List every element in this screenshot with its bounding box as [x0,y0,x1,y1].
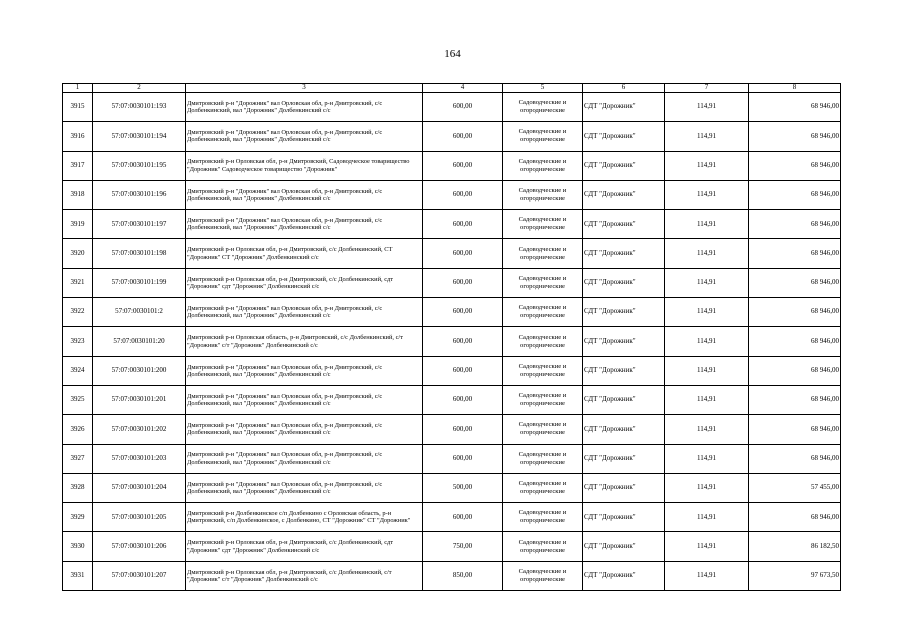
land-use-cell: Садоводческие и огороднические [503,210,583,239]
owner-cell: СДТ "Дорожник" [583,503,665,532]
owner-cell: СДТ "Дорожник" [583,561,665,590]
cadastral-number-cell: 57:07:0030101:198 [93,239,186,268]
table-row [63,356,841,385]
cadastral-value-cell: 68 946,00 [749,268,841,297]
table-row [63,122,841,151]
row-number-cell: 3929 [63,503,93,532]
address-cell: Дмитровский р-н "Дорожник" вал Орловская обл, р-н Дмитровский, с/с Долбенкинский, вал "Дорожник" Долбенкинский с/с [186,93,423,122]
rate-cell: 114,91 [665,298,749,327]
owner-cell: СДТ "Дорожник" [583,385,665,414]
cadastral-number-cell: 57:07:0030101:207 [93,561,186,590]
rate-cell: 114,91 [665,122,749,151]
row-number-cell: 3922 [63,298,93,327]
rate-cell: 114,91 [665,356,749,385]
rate-cell: 114,91 [665,473,749,502]
cadastral-number-cell: 57:07:0030101:200 [93,356,186,385]
row-number-cell: 3916 [63,122,93,151]
land-use-cell: Садоводческие и огороднические [503,385,583,414]
cadastral-number-cell: 57:07:0030101:205 [93,503,186,532]
rate-cell: 114,91 [665,561,749,590]
area-cell: 600,00 [423,356,503,385]
table-row [63,268,841,297]
address-cell: Дмитровский р-н "Дорожник" вал Орловская обл, р-н Дмитровский, с/с Долбенкинский, вал "Дорожник" Долбенкинский с/с [186,385,423,414]
area-cell: 600,00 [423,444,503,473]
area-cell: 750,00 [423,532,503,561]
table-header [63,84,841,93]
cadastral-number-cell: 57:07:0030101:193 [93,93,186,122]
address-cell: Дмитровский р-н "Дорожник" вал Орловская обл, р-н Дмитровский, с/с Долбенкинский, вал "Дорожник" Долбенкинский с/с [186,210,423,239]
rate-cell: 114,91 [665,268,749,297]
area-cell: 600,00 [423,180,503,209]
cadastral-number-cell: 57:07:0030101:2 [93,298,186,327]
land-registry-table [62,83,841,591]
cadastral-value-cell: 68 946,00 [749,239,841,268]
rate-cell: 114,91 [665,210,749,239]
table-row [63,503,841,532]
table-row [63,561,841,590]
land-use-cell: Садоводческие и огороднические [503,532,583,561]
cadastral-value-cell: 68 946,00 [749,151,841,180]
land-use-cell: Садоводческие и огороднические [503,561,583,590]
table-row [63,532,841,561]
land-use-cell: Садоводческие и огороднические [503,415,583,444]
cadastral-number-cell: 57:07:0030101:197 [93,210,186,239]
column-header-6: 6 [583,84,665,93]
area-cell: 600,00 [423,151,503,180]
column-header-4: 4 [423,84,503,93]
cadastral-value-cell: 68 946,00 [749,356,841,385]
owner-cell: СДТ "Дорожник" [583,210,665,239]
cadastral-value-cell: 68 946,00 [749,180,841,209]
row-number-cell: 3915 [63,93,93,122]
row-number-cell: 3918 [63,180,93,209]
cadastral-number-cell: 57:07:0030101:206 [93,532,186,561]
land-use-cell: Садоводческие и огороднические [503,239,583,268]
table-body [63,93,841,591]
column-header-2: 2 [93,84,186,93]
area-cell: 600,00 [423,210,503,239]
address-cell: Дмитровский р-н Орловская область, р-н Дмитровский, с/с Долбенкинский, с/т "Дорожник" с/т "Дорожник" Долбенкинский с/с [186,327,423,356]
cadastral-value-cell: 68 946,00 [749,385,841,414]
page-number: 164 [444,48,461,60]
land-use-cell: Садоводческие и огороднические [503,122,583,151]
rate-cell: 114,91 [665,532,749,561]
area-cell: 600,00 [423,239,503,268]
cadastral-number-cell: 57:07:0030101:194 [93,122,186,151]
owner-cell: СДТ "Дорожник" [583,239,665,268]
rate-cell: 114,91 [665,415,749,444]
area-cell: 600,00 [423,268,503,297]
area-cell: 600,00 [423,327,503,356]
area-cell: 600,00 [423,122,503,151]
cadastral-value-cell: 86 182,50 [749,532,841,561]
column-header-7: 7 [665,84,749,93]
cadastral-value-cell: 68 946,00 [749,444,841,473]
cadastral-number-cell: 57:07:0030101:201 [93,385,186,414]
area-cell: 600,00 [423,503,503,532]
owner-cell: СДТ "Дорожник" [583,180,665,209]
owner-cell: СДТ "Дорожник" [583,415,665,444]
address-cell: Дмитровский р-н Долбенкинское с/п Долбенкино с Орловская область, р-н Дмитровский, с/п Долбенкинское, с Долбенкино, СТ "Дорожник" СТ "Дорожник" [186,503,423,532]
land-use-cell: Садоводческие и огороднические [503,180,583,209]
cadastral-value-cell: 97 673,50 [749,561,841,590]
table-row [63,239,841,268]
table-row [63,473,841,502]
table-row [63,151,841,180]
address-cell: Дмитровский р-н "Дорожник" вал Орловская обл, р-н Дмитровский, с/с Долбенкинский, вал "Дорожник" Долбенкинский с/с [186,444,423,473]
address-cell: Дмитровский р-н "Дорожник" вал Орловская обл, р-н Дмитровский, с/с Долбенкинский, вал "Дорожник" Долбенкинский с/с [186,473,423,502]
row-number-cell: 3919 [63,210,93,239]
address-cell: Дмитровский р-н Орловская обл, р-н Дмитровский, с/с Долбенкинский, сдт "Дорожник" сдт "Дорожник" Долбенкинский с/с [186,268,423,297]
table-row [63,327,841,356]
rate-cell: 114,91 [665,503,749,532]
cadastral-number-cell: 57:07:0030101:199 [93,268,186,297]
row-number-cell: 3917 [63,151,93,180]
owner-cell: СДТ "Дорожник" [583,93,665,122]
table-row [63,180,841,209]
cadastral-number-cell: 57:07:0030101:203 [93,444,186,473]
cadastral-number-cell: 57:07:0030101:195 [93,151,186,180]
cadastral-value-cell: 68 946,00 [749,298,841,327]
row-number-cell: 3921 [63,268,93,297]
owner-cell: СДТ "Дорожник" [583,268,665,297]
address-cell: Дмитровский р-н "Дорожник" вал Орловская обл, р-н Дмитровский, с/с Долбенкинский, вал "Дорожник" Долбенкинский с/с [186,415,423,444]
row-number-cell: 3920 [63,239,93,268]
column-header-3: 3 [186,84,423,93]
land-use-cell: Садоводческие и огороднические [503,268,583,297]
owner-cell: СДТ "Дорожник" [583,298,665,327]
table-row [63,93,841,122]
cadastral-number-cell: 57:07:0030101:202 [93,415,186,444]
owner-cell: СДТ "Дорожник" [583,444,665,473]
rate-cell: 114,91 [665,93,749,122]
table-row [63,444,841,473]
owner-cell: СДТ "Дорожник" [583,122,665,151]
address-cell: Дмитровский р-н Орловская обл, р-н Дмитровский, Садоводческое товарищество "Дорожник" Садоводческое товарищество "Дорожник" [186,151,423,180]
land-use-cell: Садоводческие и огороднические [503,356,583,385]
table-row [63,210,841,239]
owner-cell: СДТ "Дорожник" [583,356,665,385]
address-cell: Дмитровский р-н "Дорожник" вал Орловская обл, р-н Дмитровский, с/с Долбенкинский, вал "Дорожник" Долбенкинский с/с [186,298,423,327]
address-cell: Дмитровский р-н Орловская обл, р-н Дмитровский, с/с Долбенкинский, сдт "Дорожник" сдт "Дорожник" Долбенкинский с/с [186,532,423,561]
row-number-cell: 3927 [63,444,93,473]
rate-cell: 114,91 [665,239,749,268]
rate-cell: 114,91 [665,327,749,356]
land-use-cell: Садоводческие и огороднические [503,298,583,327]
row-number-cell: 3930 [63,532,93,561]
land-use-cell: Садоводческие и огороднические [503,444,583,473]
rate-cell: 114,91 [665,385,749,414]
cadastral-number-cell: 57:07:0030101:20 [93,327,186,356]
area-cell: 500,00 [423,473,503,502]
area-cell: 600,00 [423,93,503,122]
table-row [63,385,841,414]
cadastral-value-cell: 68 946,00 [749,122,841,151]
column-header-8: 8 [749,84,841,93]
row-number-cell: 3923 [63,327,93,356]
owner-cell: СДТ "Дорожник" [583,327,665,356]
owner-cell: СДТ "Дорожник" [583,473,665,502]
address-cell: Дмитровский р-н "Дорожник" вал Орловская обл, р-н Дмитровский, с/с Долбенкинский, вал "Дорожник" Долбенкинский с/с [186,122,423,151]
address-cell: Дмитровский р-н Орловская обл, р-н Дмитровский, с/с Долбенкинский, с/т "Дорожник" с/т "Дорожник" Долбенкинский с/с [186,561,423,590]
cadastral-value-cell: 68 946,00 [749,93,841,122]
rate-cell: 114,91 [665,151,749,180]
row-number-cell: 3924 [63,356,93,385]
area-cell: 600,00 [423,298,503,327]
row-number-cell: 3926 [63,415,93,444]
address-cell: Дмитровский р-н Орловская обл, р-н Дмитровский, с/с Долбенкинский, СТ "Дорожник" СТ "Дорожник" Долбенкинский с/с [186,239,423,268]
cadastral-value-cell: 68 946,00 [749,503,841,532]
column-header-1: 1 [63,84,93,93]
area-cell: 600,00 [423,415,503,444]
cadastral-number-cell: 57:07:0030101:196 [93,180,186,209]
cadastral-value-cell: 68 946,00 [749,327,841,356]
column-header-5: 5 [503,84,583,93]
land-use-cell: Садоводческие и огороднические [503,473,583,502]
owner-cell: СДТ "Дорожник" [583,532,665,561]
address-cell: Дмитровский р-н "Дорожник" вал Орловская обл, р-н Дмитровский, с/с Долбенкинский, вал "Дорожник" Долбенкинский с/с [186,180,423,209]
header-row [63,84,841,93]
address-cell: Дмитровский р-н "Дорожник" вал Орловская обл, р-н Дмитровский, с/с Долбенкинский, вал "Дорожник" Долбенкинский с/с [186,356,423,385]
table-row [63,415,841,444]
land-use-cell: Садоводческие и огороднические [503,151,583,180]
rate-cell: 114,91 [665,444,749,473]
cadastral-value-cell: 68 946,00 [749,210,841,239]
row-number-cell: 3925 [63,385,93,414]
row-number-cell: 3931 [63,561,93,590]
land-use-cell: Садоводческие и огороднические [503,93,583,122]
area-cell: 850,00 [423,561,503,590]
rate-cell: 114,91 [665,180,749,209]
area-cell: 600,00 [423,385,503,414]
owner-cell: СДТ "Дорожник" [583,151,665,180]
land-use-cell: Садоводческие и огороднические [503,503,583,532]
row-number-cell: 3928 [63,473,93,502]
cadastral-value-cell: 57 455,00 [749,473,841,502]
table-row [63,298,841,327]
cadastral-number-cell: 57:07:0030101:204 [93,473,186,502]
cadastral-value-cell: 68 946,00 [749,415,841,444]
land-use-cell: Садоводческие и огороднические [503,327,583,356]
